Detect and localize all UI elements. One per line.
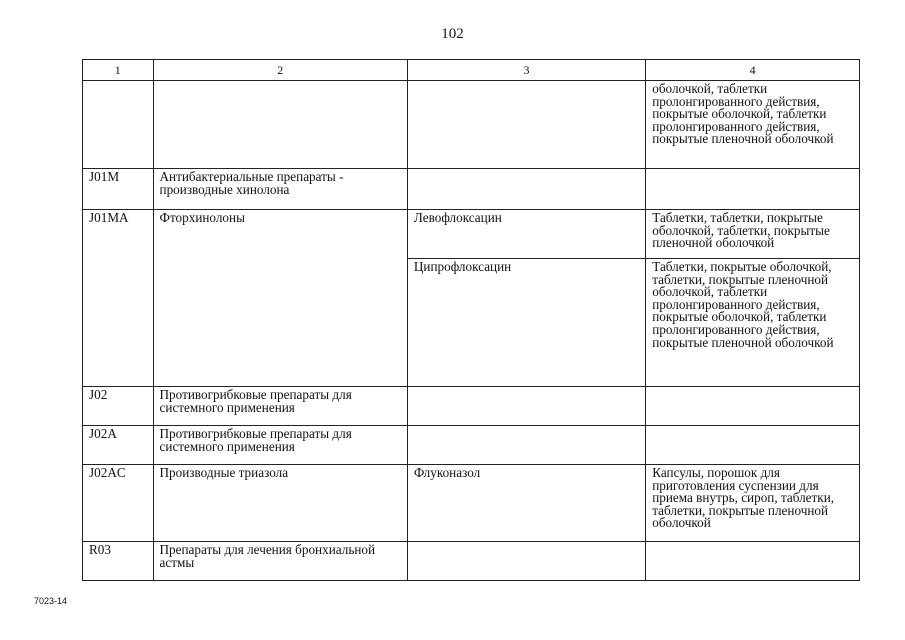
cell-form	[646, 169, 860, 210]
table-header-row	[83, 60, 860, 81]
cell-code: J02A	[83, 426, 154, 465]
cell-group: Препараты для лечения бронхиальной астмы	[153, 542, 407, 581]
cell-form: Таблетки, покрытые оболочкой, таблетки, покрытые пленочной оболочкой, таблетки пролонгированного действия, покрытые оболочкой, таблетки пролонгированного действия, покрытые пленочной оболочкой	[646, 259, 860, 387]
cell-form: Таблетки, таблетки, покрытые оболочкой, таблетки, покрытые пленочной оболочкой	[646, 210, 860, 259]
cell-substance: Левофлоксацин	[407, 210, 645, 259]
table-row	[83, 387, 860, 426]
cell-substance	[407, 81, 645, 169]
cell-substance	[407, 387, 645, 426]
table-row	[83, 210, 860, 259]
cell-substance: Флуконазол	[407, 465, 645, 542]
column-header-3: 3	[407, 60, 645, 81]
cell-form	[646, 426, 860, 465]
document-code: 7023-14	[34, 596, 68, 606]
cell-group: Противогрибковые препараты для системного применения	[153, 387, 407, 426]
cell-group: Производные триазола	[153, 465, 407, 542]
table-row	[83, 169, 860, 210]
cell-code: J02AC	[83, 465, 154, 542]
cell-substance	[407, 542, 645, 581]
cell-substance: Ципрофлоксацин	[407, 259, 645, 387]
page-number: 102	[441, 26, 464, 42]
table-row	[83, 465, 860, 542]
cell-group: Антибактериальные препараты - производные хинолона	[153, 169, 407, 210]
cell-form: Капсулы, порошок для приготовления суспензии для приема внутрь, сироп, таблетки, таблетки, покрытые пленочной оболочкой	[646, 465, 860, 542]
cell-code: J02	[83, 387, 154, 426]
cell-substance	[407, 426, 645, 465]
cell-group: Фторхинолоны	[153, 210, 407, 387]
cell-substance	[407, 169, 645, 210]
cell-code: J01M	[83, 169, 154, 210]
cell-group	[153, 81, 407, 169]
medicines-table	[82, 59, 860, 581]
cell-form	[646, 542, 860, 581]
cell-group: Противогрибковые препараты для системного применения	[153, 426, 407, 465]
cell-form: оболочкой, таблетки пролонгированного действия, покрытые оболочкой, таблетки пролонгированного действия, покрытые пленочной оболочкой	[646, 81, 860, 169]
cell-code: R03	[83, 542, 154, 581]
cell-form	[646, 387, 860, 426]
column-header-1: 1	[83, 60, 154, 81]
table-row	[83, 426, 860, 465]
cell-code: J01MA	[83, 210, 154, 387]
column-header-2: 2	[153, 60, 407, 81]
column-header-4: 4	[646, 60, 860, 81]
table-row-continuation	[83, 81, 860, 169]
cell-code	[83, 81, 154, 169]
table-row	[83, 542, 860, 581]
